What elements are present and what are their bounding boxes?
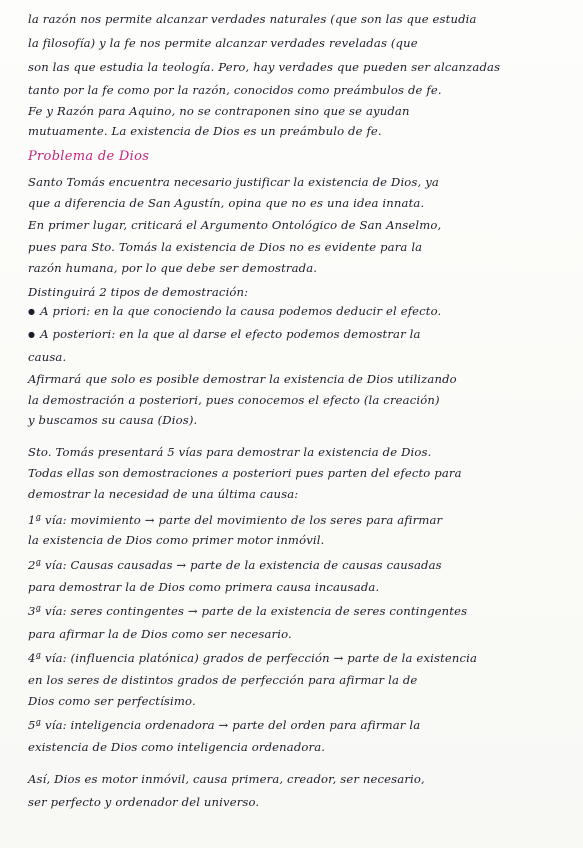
text-line: la razón nos permite alcanzar verdades naturales (que son las que estudia <box>28 12 477 26</box>
text-line: Distinguirá 2 tipos de demostración: <box>28 285 249 299</box>
text-line: Así, Dios es motor inmóvil, causa primera, creador, ser necesario, <box>28 772 425 786</box>
text-line: para afirmar la de Dios como ser necesario. <box>28 627 292 641</box>
text-line: que a diferencia de San Agustín, opina que no es una idea innata. <box>28 196 425 210</box>
text-line: la existencia de Dios como primer motor inmóvil. <box>28 533 325 547</box>
text-line: Fe y Razón para Aquino, no se contraponen sino que se ayudan <box>28 104 410 118</box>
text-line: la demostración a posteriori, pues conocemos el efecto (la creación) <box>28 393 440 407</box>
text-line: mutuamente. La existencia de Dios es un preámbulo de fe. <box>28 124 382 138</box>
text-line: causa. <box>28 350 67 364</box>
text-line: para demostrar la de Dios como primera causa incausada. <box>28 580 380 594</box>
bullet-item: ● A posteriori: en la que al darse el efecto podemos demostrar la <box>28 327 421 343</box>
text-line: 1ª vía: movimiento → parte del movimiento de los seres para afirmar <box>28 513 443 527</box>
text-line: Afirmará que solo es posible demostrar la existencia de Dios utilizando <box>28 372 457 386</box>
text-line: 5ª vía: inteligencia ordenadora → parte del orden para afirmar la <box>28 718 421 732</box>
text-line: Dios como ser perfectísimo. <box>28 694 196 708</box>
bullet-item: ● A priori: en la que conociendo la causa podemos deducir el efecto. <box>28 304 441 320</box>
text-line: y buscamos su causa (Dios). <box>28 413 198 427</box>
text-line: Santo Tomás encuentra necesario justificar la existencia de Dios, ya <box>28 175 439 189</box>
text-line: en los seres de distintos grados de perfección para afirmar la de <box>28 673 418 687</box>
text-line: tanto por la fe como por la razón, conocidos como preámbulos de fe. <box>28 83 442 97</box>
text-line: 4ª vía: (influencia platónica) grados de perfección → parte de la existencia <box>28 651 478 665</box>
text-line: 2ª vía: Causas causadas → parte de la existencia de causas causadas <box>28 558 442 572</box>
text-line: Todas ellas son demostraciones a posteriori pues parten del efecto para <box>28 466 462 480</box>
text-line: Sto. Tomás presentará 5 vías para demostrar la existencia de Dios. <box>28 445 432 459</box>
text-line: la filosofía) y la fe nos permite alcanzar verdades reveladas (que <box>28 36 418 50</box>
text-line: 3ª vía: seres contingentes → parte de la existencia de seres contingentes <box>28 604 468 618</box>
text-line: demostrar la necesidad de una última causa: <box>28 487 299 501</box>
text-line: son las que estudia la teología. Pero, hay verdades que pueden ser alcanzadas <box>28 60 501 74</box>
text-line: existencia de Dios como inteligencia ordenadora. <box>28 740 326 754</box>
text-line: razón humana, por lo que debe ser demostrada. <box>28 261 318 275</box>
section-heading: Problema de Dios <box>28 149 150 164</box>
text-line: pues para Sto. Tomás la existencia de Dios no es evidente para la <box>28 240 423 254</box>
text-line: En primer lugar, criticará el Argumento Ontológico de San Anselmo, <box>28 218 442 232</box>
text-line: ser perfecto y ordenador del universo. <box>28 795 260 809</box>
